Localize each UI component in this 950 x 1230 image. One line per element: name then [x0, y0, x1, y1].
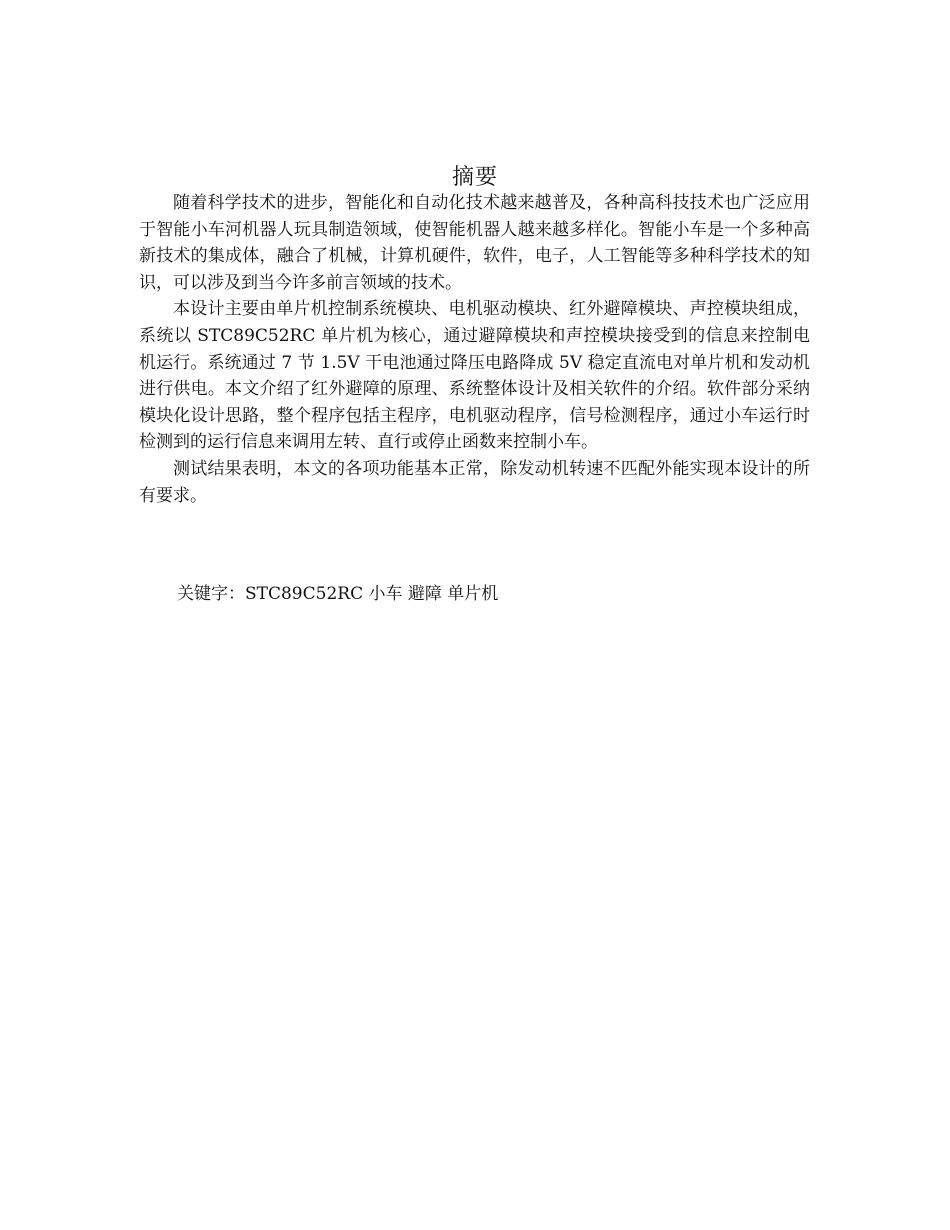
keywords-line: 关键字：STC89C52RC 小车 避障 单片机: [177, 584, 499, 604]
abstract-body: [139, 190, 810, 509]
abstract-paragraph-3: 测试结果表明，本文的各项功能基本正常，除发动机转速不匹配外能实现本设计的所有要求。: [139, 458, 810, 506]
abstract-paragraph-2: 本设计主要由单片机控制系统模块、电机驱动模块、红外避障模块、声控模块组成，系统以 STC89C52RC 单片机为核心，通过避障模块和声控模块接受到的信息来控制电机运行。系统通过 7 节 1.5V 干电池通过降压电路降成 5V 稳定直流电对单片机和发动机进行供电。本文介绍了红外避障的原理、系统整体设计及相关软件的介绍。软件部分采纳模块化设计思路，整个程序包括主程序，电机驱动程序，信号检测程序，通过小车运行时检测到的运行信息来调用左转、直行或停止函数来控制小车。: [139, 299, 810, 453]
abstract-title: 摘要: [451, 165, 498, 190]
abstract-paragraph-1: 随着科学技术的进步，智能化和自动化技术越来越普及，各种高科技技术也广泛应用于智能小车河机器人玩具制造领域，使智能机器人越来越多样化。智能小车是一个多种高新技术的集成体，融合了机械，计算机硬件，软件，电子，人工智能等多种科学技术的知识，可以涉及到当今许多前言领域的技术。: [139, 193, 810, 293]
